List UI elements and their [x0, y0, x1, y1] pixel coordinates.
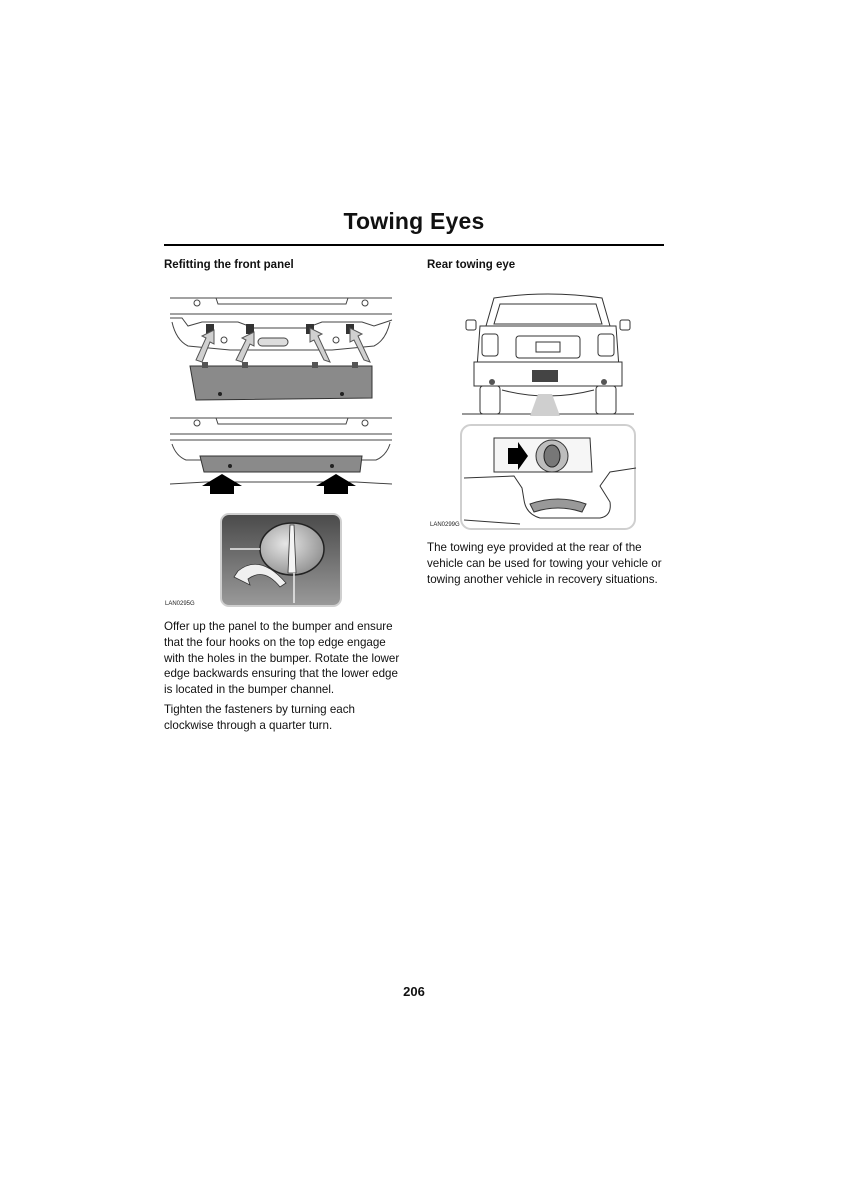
figure-code-right: LAN0299G — [430, 522, 460, 528]
vehicle-rear-illustration — [462, 290, 634, 416]
bumper-panel-fitted-illustration — [166, 410, 396, 504]
section-heading-refitting: Refitting the front panel — [164, 259, 294, 271]
page-number: 206 — [403, 984, 425, 999]
towing-eye-closeup-illustration — [460, 424, 636, 530]
fastener-quarter-turn-illustration — [220, 513, 342, 607]
bumper-panel-hooks-illustration — [166, 292, 396, 404]
page-title: Towing Eyes — [343, 208, 485, 234]
title-rule — [164, 244, 664, 246]
body-paragraph-towing-eye: The towing eye provided at the rear of the vehicle can be used for towing your vehicle or towing another vehicle in recovery situations. — [427, 541, 662, 586]
body-paragraph-offer-up: Offer up the panel to the bumper and ensure that the four hooks on the top edge engage with the holes in the bumper. Rotate the lower edge backwards ensuring that the lower edge is located in the bumper channel. — [164, 620, 400, 697]
section-heading-rear-towing-eye: Rear towing eye — [427, 259, 516, 271]
body-paragraph-tighten: Tighten the fasteners by turning each clockwise through a quarter turn. — [164, 703, 355, 732]
figure-code-left: LAN0295G — [165, 601, 195, 607]
